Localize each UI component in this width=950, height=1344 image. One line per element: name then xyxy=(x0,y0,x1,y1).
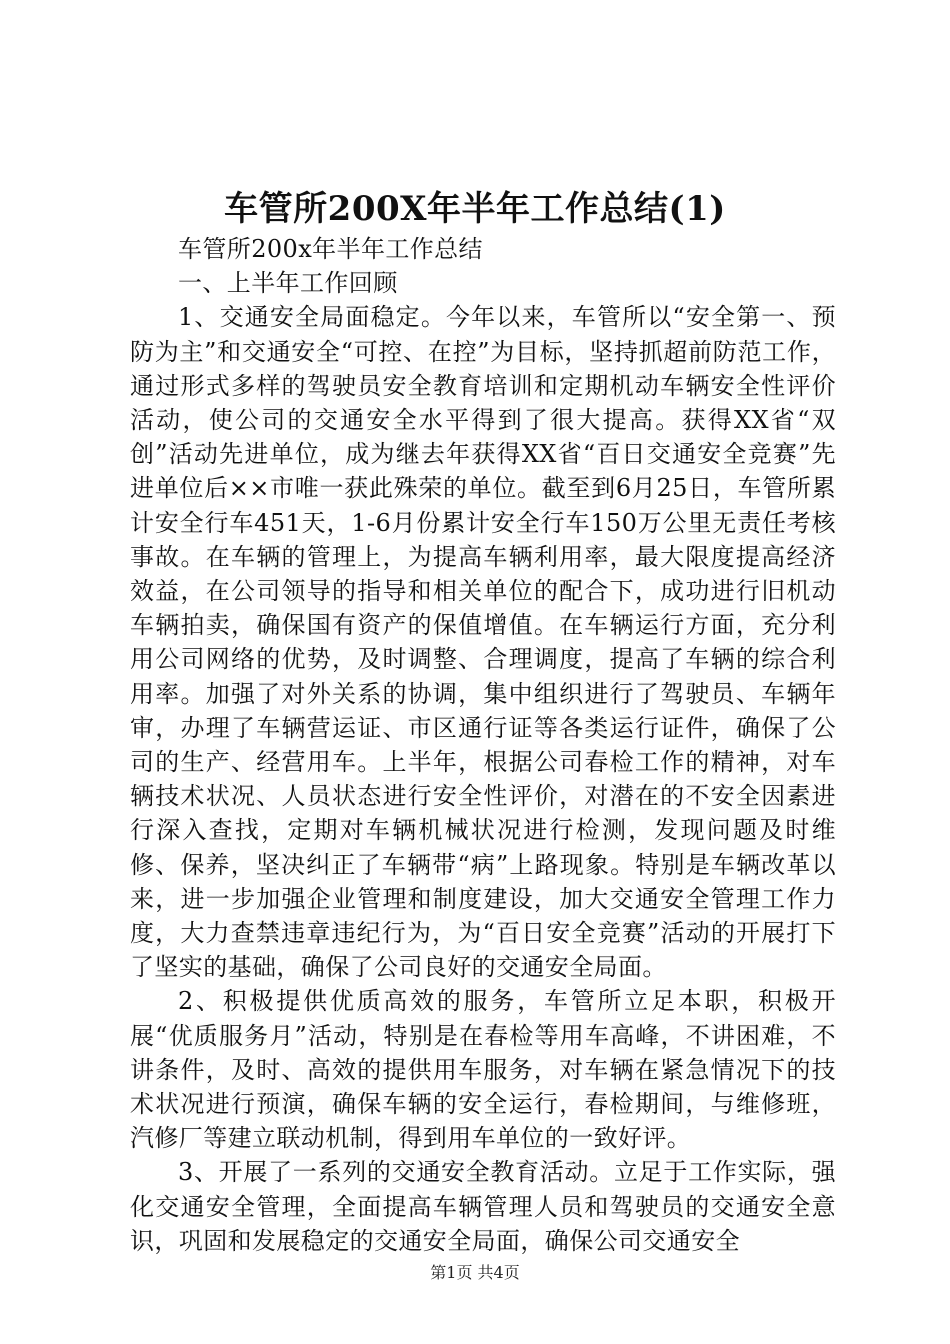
document-body xyxy=(130,232,836,1258)
document-title: 车管所200X年半年工作总结(1) xyxy=(224,189,726,229)
body-paragraph-2: 2、积极提供优质高效的服务，车管所立足本职，积极开展“优质服务月”活动，特别是在春检等用车高峰，不讲困难，不讲条件，及时、高效的提供用车服务，对车辆在紧急情况下的技术状况进行预演，确保车辆的安全运行，春检期间，与维修班，汽修厂等建立联动机制，得到用车单位的一致好评。 xyxy=(130,987,836,1153)
section-heading: 一、上半年工作回顾 xyxy=(178,269,398,298)
body-paragraph-1: 1、交通安全局面稳定。今年以来，车管所以“安全第一、预防为主”和交通安全“可控、在控”为目标，坚持抓超前防范工作，通过形式多样的驾驶员安全教育培训和定期机动车辆安全性评价活动，使公司的交通安全水平得到了很大提高。获得XX省“双创”活动先进单位，成为继去年获得XX省“百日交通安全竞赛”先进单位后××市唯一获此殊荣的单位。截至到6月25日，车管所累计安全行车451天，1-6月份累计安全行车150万公里无责任考核事故。在车辆的管理上，为提高车辆利用率，最大限度提高经济效益，在公司领导的指导和相关单位的配合下，成功进行旧机动车辆拍卖，确保国有资产的保值增值。在车辆运行方面，充分利用公司网络的优势，及时调整、合理调度，提高了车辆的综合利用率。加强了对外关系的协调，集中组织进行了驾驶员、车辆年审，办理了车辆营运证、市区通行证等各类运行证件，确保了公司的生产、经营用车。上半年，根据公司春检工作的精神，对车辆技术状况、人员状态进行安全性评价，对潜在的不安全因素进行深入查找，定期对车辆机械状况进行检测，发现问题及时维修、保养，坚决纠正了车辆带“病”上路现象。特别是车辆改革以来，进一步加强企业管理和制度建设，加大交通安全管理工作力度，大力查禁违章违纪行为，为“百日安全竞赛”活动的开展打下了坚实的基础，确保了公司良好的交通安全局面。 xyxy=(130,303,836,982)
body-paragraph-3: 3、开展了一系列的交通安全教育活动。立足于工作实际，强化交通安全管理，全面提高车辆管理人员和驾驶员的交通安全意识，巩固和发展稳定的交通安全局面，确保公司交通安全 xyxy=(130,1158,836,1255)
subtitle-paragraph: 车管所200x年半年工作总结 xyxy=(178,235,483,263)
page-footer: 第1页 共4页 xyxy=(430,1263,520,1282)
